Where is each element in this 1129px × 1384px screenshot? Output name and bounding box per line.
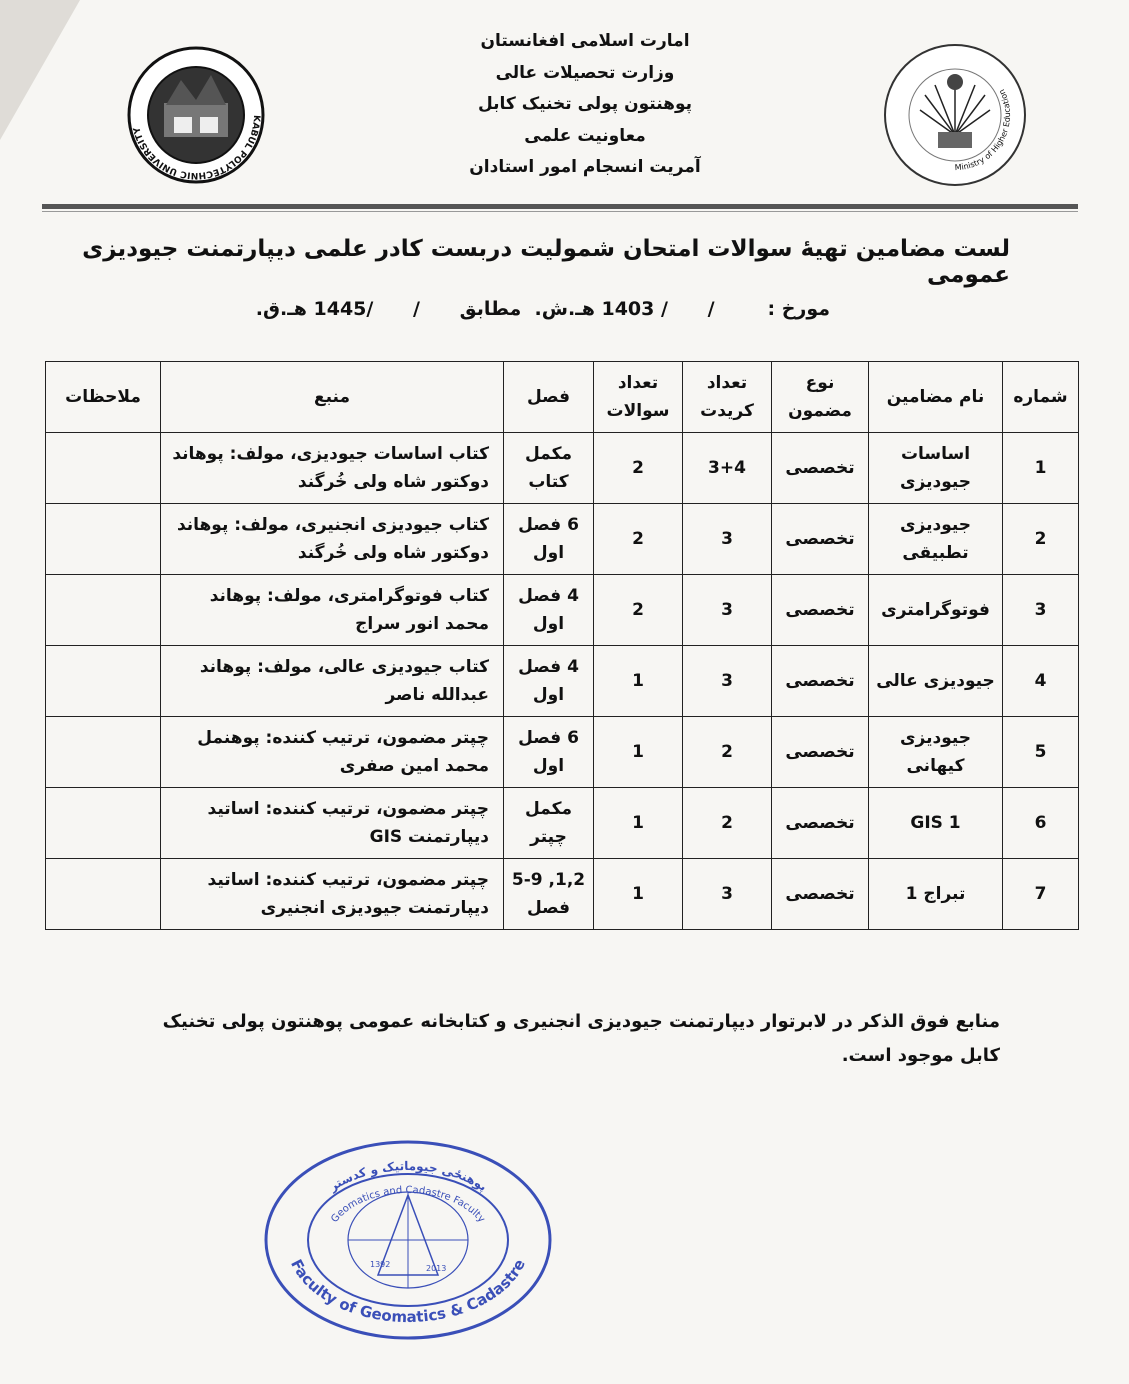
cell-credits: 3 [683,859,772,930]
cell-notes [46,717,161,788]
stamp-year-1: 1392 [370,1260,391,1269]
header-line: وزارت تحصیلات عالی [495,62,675,83]
date-line: مورخ : / / 1403 هـ.ش. مطابق / /1445 هـ.ق. [255,298,830,320]
cell-type: تخصصی [772,433,869,504]
cell-type: تخصصی [772,575,869,646]
col-source: منبع [161,362,504,433]
cell-number: 6 [1003,788,1079,859]
letterhead [400,26,770,184]
right-logo-text: Ministry of Higher Education [954,87,1013,173]
cell-questions: 2 [594,575,683,646]
cell-subject: جیودیزی عالی [869,646,1003,717]
cell-notes [46,646,161,717]
cell-type: تخصصی [772,504,869,575]
cell-notes [46,433,161,504]
cell-credits: 2 [683,788,772,859]
cell-chapter: 4 فصل اول [504,575,594,646]
faculty-stamp [258,1135,558,1345]
table-header-row [46,362,1079,433]
cell-number: 2 [1003,504,1079,575]
cell-source: چپتر مضمون، ترتیب کننده: پوهنمل محمد امین صفری [161,717,504,788]
subjects-table [45,361,1079,930]
table-row [46,504,1079,575]
cell-source: کتاب اساسات جیودیزی، مولف: پوهاند دوکتور شاه ولی خُرگند [161,433,504,504]
stamp-top-text: پوهنځی جیوماتیک و کدستر [326,1158,490,1194]
table-row [46,859,1079,930]
col-credits: تعداد کریدت [683,362,772,433]
cell-subject: فوتوگرامتری [869,575,1003,646]
cell-type: تخصصی [772,717,869,788]
header-line: معاونیت علمی [524,125,646,146]
cell-credits: 3 [683,504,772,575]
cell-credits: 3 [683,575,772,646]
col-number: شماره [1003,362,1079,433]
cell-notes [46,788,161,859]
col-subject: نام مضامین [869,362,1003,433]
cell-credits: 3 [683,646,772,717]
cell-source: چپتر مضمون، ترتیب کننده: اساتید دیپارتمنت جیودیزی انجنیری [161,859,504,930]
header-line: آمریت انسجام امور استادان [469,157,701,177]
cell-credits: 2 [683,717,772,788]
cell-questions: 2 [594,504,683,575]
cell-type: تخصصی [772,788,869,859]
table-row [46,717,1079,788]
table-row [46,788,1079,859]
cell-number: 3 [1003,575,1079,646]
ministry-logo [880,40,1030,190]
stamp-year-2: 2013 [426,1264,447,1273]
cell-subject: جیودیزی تطبیقی [869,504,1003,575]
cell-number: 1 [1003,433,1079,504]
cell-chapter: مکمل کتاب [504,433,594,504]
cell-number: 7 [1003,859,1079,930]
cell-subject: جیودیزی کیهانی [869,717,1003,788]
cell-source: کتاب جیودیزی انجنیری، مولف: پوهاند دوکتور شاه ولی خُرگند [161,504,504,575]
header-divider [42,204,1078,209]
cell-chapter: 6 فصل اول [504,717,594,788]
cell-source: کتاب فوتوگرامتری، مولف: پوهاند محمد انور سراج [161,575,504,646]
cell-subject: GIS 1 [869,788,1003,859]
stamp-outer-text: Faculty of Geomatics & Cadastre [287,1256,529,1327]
cell-questions: 2 [594,433,683,504]
cell-chapter: مکمل چپتر [504,788,594,859]
header-line: پوهنتون پولی تخنیک کابل [477,94,692,114]
cell-notes [46,859,161,930]
col-questions: تعداد سوالات [594,362,683,433]
cell-chapter: 4 فصل اول [504,646,594,717]
document-title: لست مضامین تهیۀ سوالات امتحان شمولیت دربست کادر علمی دیپارتمنت جیودیزی عمومی [82,236,1010,288]
cell-questions: 1 [594,788,683,859]
cell-notes [46,575,161,646]
cell-source: کتاب جیودیزی عالی، مولف: پوهاند عبدالله ناصر [161,646,504,717]
cell-questions: 1 [594,859,683,930]
cell-credits: 3+4 [683,433,772,504]
header-line: امارت اسلامی افغانستان [480,31,690,51]
header-divider-thin [42,211,1078,212]
cell-notes [46,504,161,575]
availability-note: منابع فوق الذکر در لابرتوار دیپارتمنت جیودیزی انجنیری و کتابخانه عمومی پوهنتون پولی تخنیک کابل موجود است. [162,1011,1000,1066]
col-notes: ملاحظات [46,362,161,433]
cell-chapter: 1,2, 5-9 فصل [504,859,594,930]
cell-number: 4 [1003,646,1079,717]
table-row [46,433,1079,504]
cell-questions: 1 [594,646,683,717]
folded-corner [0,0,80,140]
cell-type: تخصصی [772,646,869,717]
cell-type: تخصصی [772,859,869,930]
cell-subject: تبراج 1 [869,859,1003,930]
kabul-polytechnic-logo [126,45,266,185]
col-chapter: فصل [504,362,594,433]
cell-number: 5 [1003,717,1079,788]
cell-source: چپتر مضمون، ترتیب کننده: اساتید دیپارتمنت GIS [161,788,504,859]
cell-questions: 1 [594,717,683,788]
stamp-inner-text: Geomatics and Cadastre Faculty [329,1184,487,1225]
cell-subject: اساسات جیودیزی [869,433,1003,504]
table-row [46,646,1079,717]
cell-chapter: 6 فصل اول [504,504,594,575]
table-row [46,575,1079,646]
col-type: نوع مضمون [772,362,869,433]
left-logo-text: KABUL POLYTECHNIC UNIVERSITY [132,114,262,181]
